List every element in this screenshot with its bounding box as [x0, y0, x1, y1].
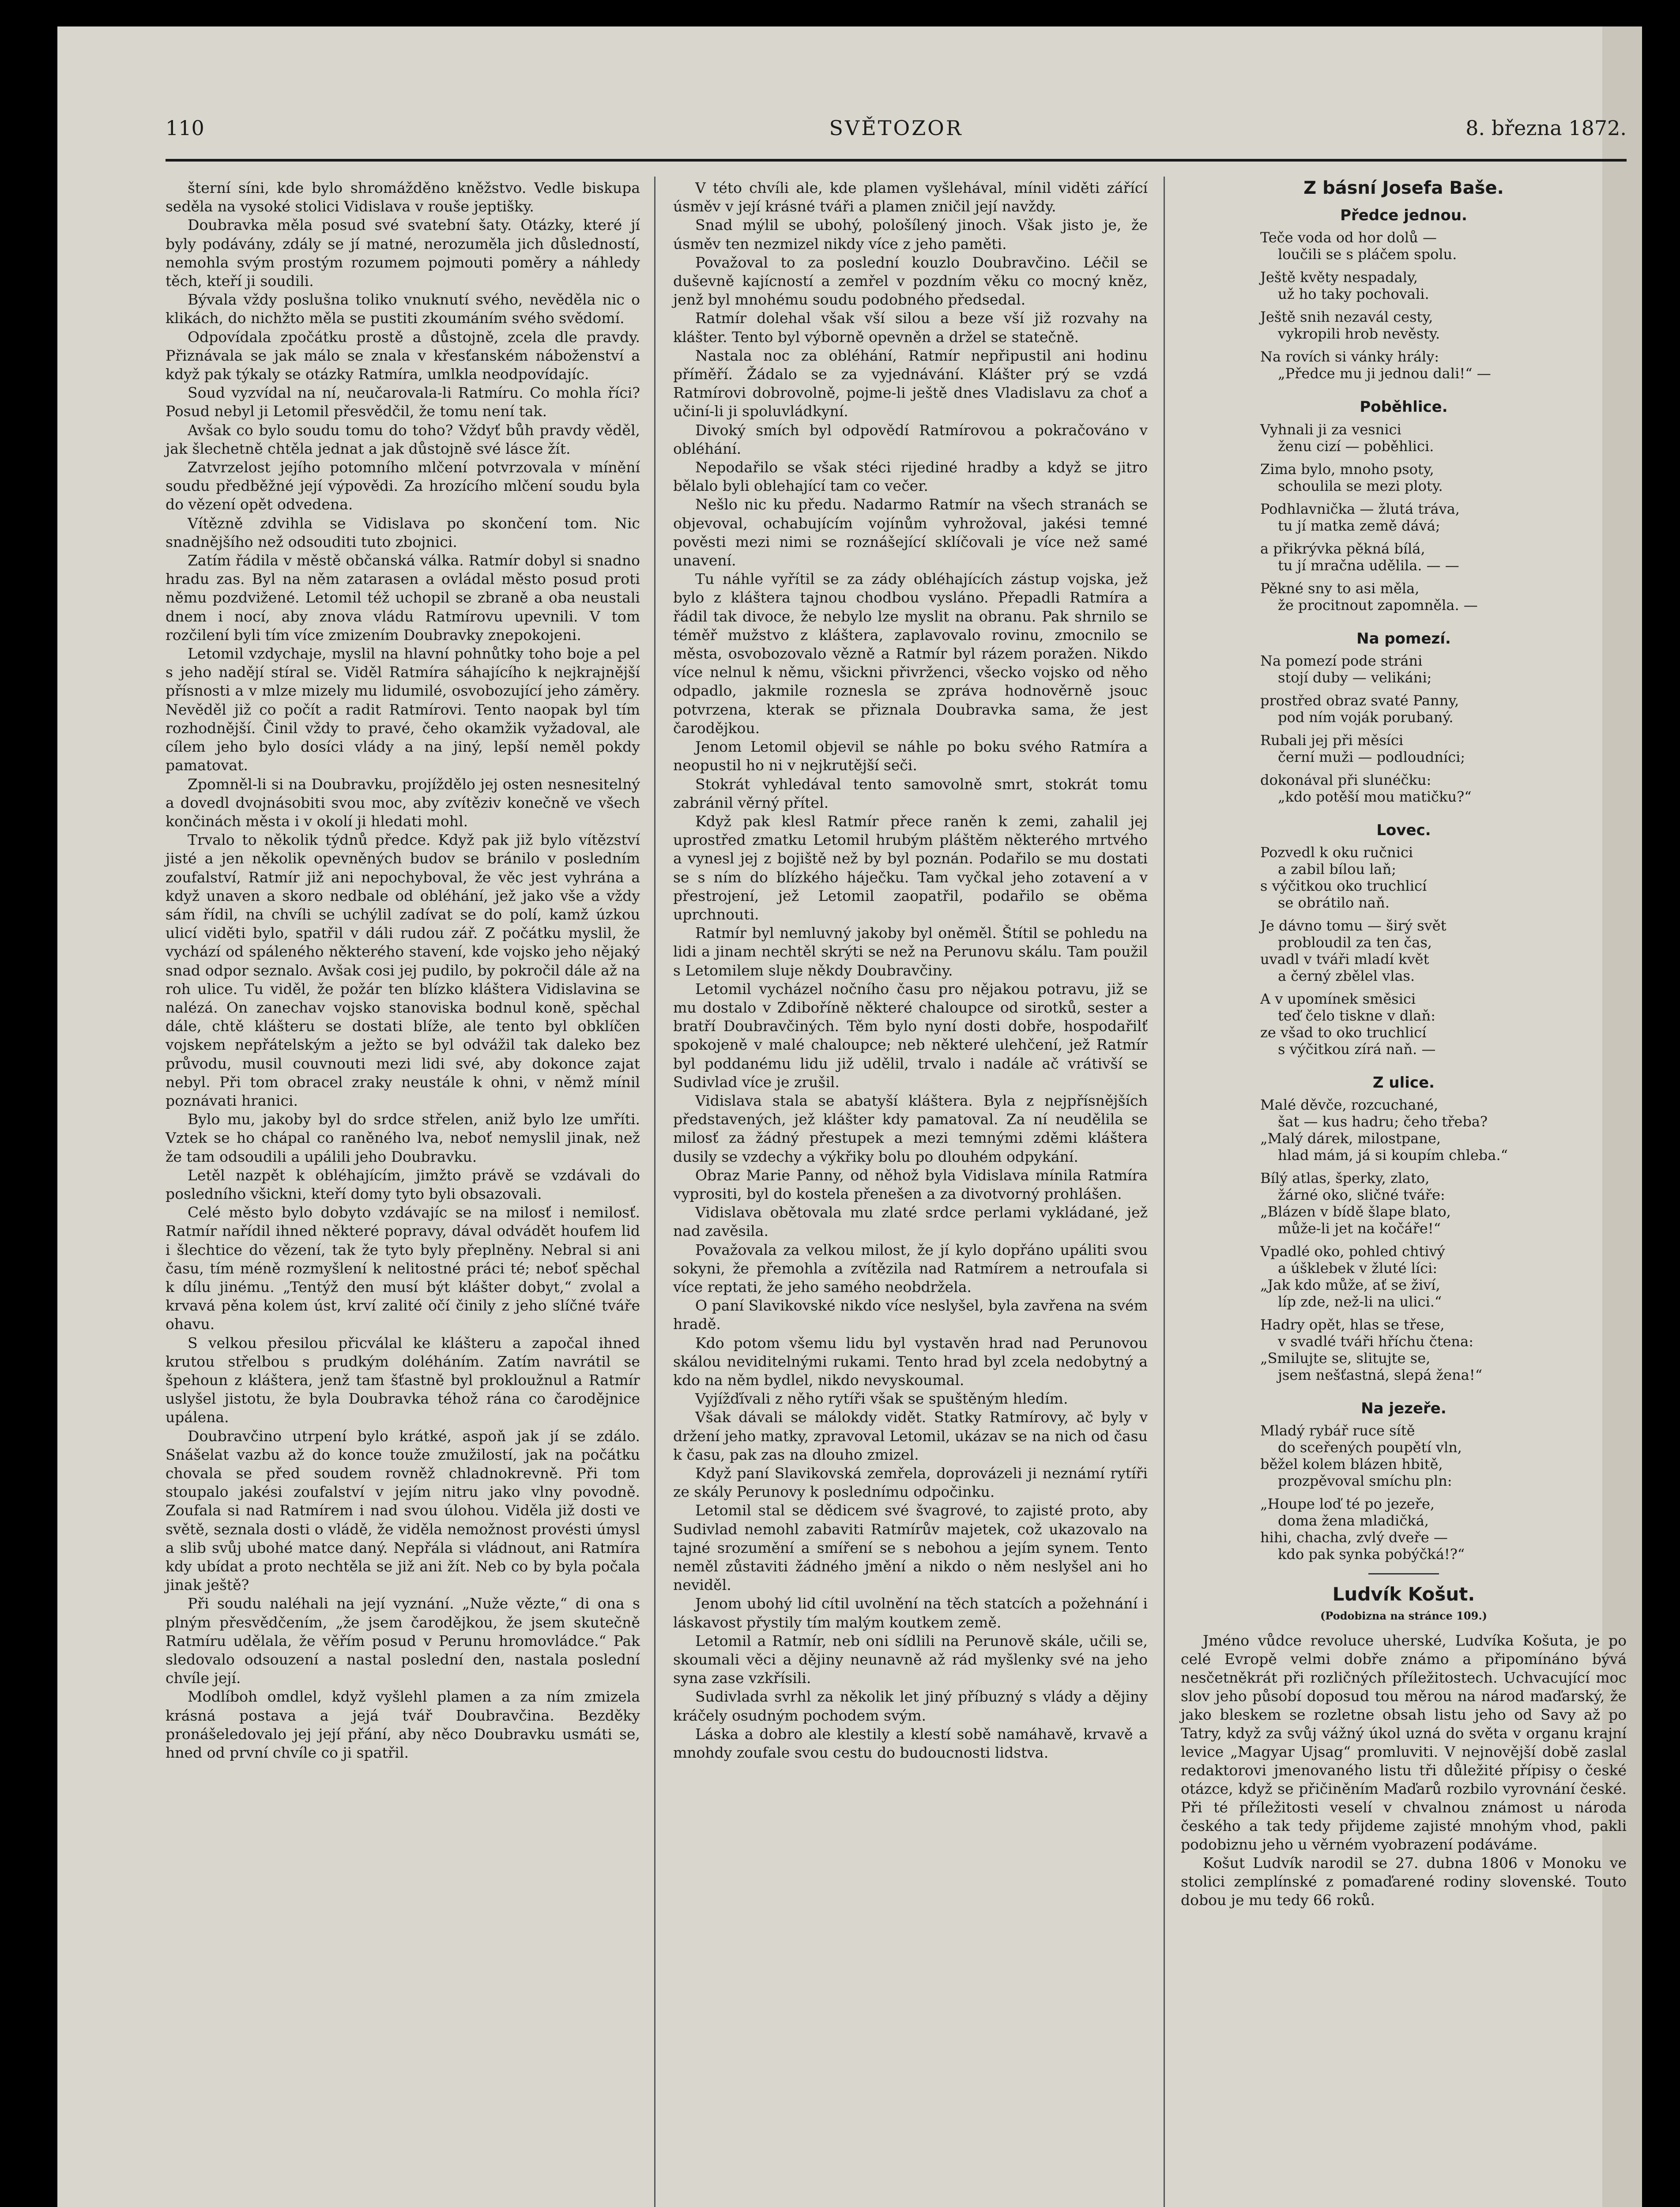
- paragraph: Doubravčino utrpení bylo krátké, aspoň jak jí se zdálo. Snášelat vazbu až do konce touže zmužilostí, jak na počátku chovala se před soudem rovněž chladnokrevně. Při tom stoupalo jakési zoufalství v jejím nitru jako vlny povodně. Zoufala si nad Ratmírem i nad svou úlohou. Viděla již dosti ve světě, seznala dosti o vládě, že viděla nemožnost provésti úmysl a slib svůj ubohé matce daný. Nepřála si vládnout, ani Ratmíra kdy ubídat a proto nechtěla se již ani žít. Neb co by byla počala jinak ještě?: [166, 1427, 640, 1594]
- poem-line: v svadlé tváři hříchu čtena:: [1278, 1333, 1474, 1350]
- paragraph: Trvalo to několik týdnů předce. Když pak již bylo vítězství jisté a jen několik opevněných budov se bránilo v posledním zoufalství, Ratmír již ani nepochyboval, že věc jest vyhrána a když unaven a skoro nedbale od obléhání, jež jako vše a vždy sám řídil, na chvíli se uchýlil zadívat se do polí, kamž úzkou ulicí viděti bylo, spatřil v dáli rudou zář. Z počátku myslil, že vychází od spáleného některého stavení, kde vojsko jeho nějaký snad odpor seznalo. Avšak cosi jej pudilo, by pokročil dále až na roh ulice. Tu viděl, že požár ten blízko kláštera Vidislavina se nalézá. On zanechav vojsko stanoviska bodnul koně, spěchal dále, chtě klášteru se dostati blíže, ale tento byl obklíčen vojskem nepřátelským a ježto se byl odvážil tak daleko bez průvodu, musil couvnouti mezi lidi své, aby dokonce zajat nebyl. Při tom obracel zraky neustále k ohni, v němž mínil poznávati hranici.: [166, 831, 640, 1109]
- poem-line: „kdo potěší mou matičku?“: [1278, 788, 1472, 805]
- poem-line: Je dávno tomu — širý svět: [1260, 917, 1446, 934]
- paragraph: Zatvrzelost jejího potomního mlčení potvrzovala v mínění soudu předběžné její výpovědi. Za hrozícího mlčení soudu byla do vězení opět odvedena.: [166, 459, 640, 513]
- poem-title: Na jezeře.: [1361, 1400, 1446, 1418]
- poem-line: a úšklebek v žluté líci:: [1278, 1260, 1438, 1277]
- poem-stanza: [1181, 269, 1627, 302]
- paragraph: Bylo mu, jakoby byl do srdce střelen, aniž bylo lze umříti. Vztek se ho chápal co raněného lva, neboť nemyslil jinak, než že tam odsoudili a upálili jeho Doubravku.: [166, 1111, 640, 1165]
- poem-line: a zabil bílou laň;: [1278, 861, 1397, 878]
- paragraph: Divoký smích byl odpovědí Ratmírovou a pokračováno v obléhání.: [673, 421, 1148, 457]
- column-separator: [1164, 177, 1165, 2207]
- poem-line: teď čelo tiskne v dlaň:: [1278, 1007, 1436, 1024]
- poem-line: že procitnout zapomněla. —: [1278, 596, 1478, 614]
- poem-stanza: [1181, 540, 1627, 574]
- text-column-left: [166, 179, 640, 1762]
- poem-line: vykropili hrob nevěsty.: [1278, 325, 1440, 343]
- paragraph: Bývala vždy poslušna toliko vnuknutí svého, nevěděla nic o klikách, do nichžto měla se pustiti zkoumáním svého svědomí.: [166, 291, 640, 327]
- paragraph: Vidislava stala se abatyší kláštera. Byla z nejpřísnějších představených, jež klášter kdy pamatoval. Za ní neudělila se milosť za žádný přestupek a mezi temnými zděmi kláštera dusily se vzdechy a výkřiky bolu po dlouhém odpykání.: [673, 1092, 1148, 1165]
- poem-line: dokonával při slunéčku:: [1260, 771, 1431, 788]
- poem-line: „Houpe loď té po jezeře,: [1260, 1495, 1435, 1513]
- page-number: 110: [166, 116, 204, 140]
- poem-line: Hadry opět, hlas se třese,: [1260, 1316, 1445, 1333]
- poem-line: Ještě snih nezavál cesty,: [1260, 309, 1433, 326]
- page-header: [166, 108, 1627, 148]
- paragraph: Při soudu naléhali na její vyznání. „Nuže vězte,“ di ona s plným přesvědčením, „že jsem čarodějkou, že jsem skutečně Ratmíru udělala, že věřím posud v Perunu hromovládce.“ Pak sledovalo odsouzení a nastal poslední den, nastala poslední chvíle její.: [166, 1595, 640, 1687]
- poem-line: žárné oko, sličné tváře:: [1278, 1186, 1445, 1204]
- poem-line: a černý zbělel vlas.: [1278, 968, 1415, 985]
- poem-line: Vyhnali ji za vesnici: [1260, 421, 1401, 438]
- paragraph: Kdo potom všemu lidu byl vystavěn hrad nad Perunovou skálou neviditelnými rukami. Tento hrad byl zcela nedobytný a kdo na něm bydlel, nikdo nevyskoumal.: [673, 1334, 1148, 1389]
- text-column-middle: [673, 179, 1148, 1762]
- paragraph: Letomil stal se dědicem své švagrové, to zajisté proto, aby Sudivlad nemohl zabaviti Ratmírův majetek, což ukazovalo na tajné srozumění a smíření se s nebohou a jejím synem. Tento neměl zůstaviti žádného jmění a nikdo o něm neslyšel ani ho neviděl.: [673, 1502, 1148, 1594]
- poem-line: „Smilujte se, slitujte se,: [1260, 1350, 1431, 1367]
- poem-stanza: [1181, 692, 1627, 726]
- poem-line: uvadl v tváři mladí květ: [1260, 951, 1429, 968]
- poem-line: „Předce mu ji jednou dali!“ —: [1278, 365, 1491, 382]
- poem-stanza: [1181, 461, 1627, 494]
- paragraph: Zpomněl-li si na Doubravku, projíždělo jej osten nesnesitelný a dovedl dvojnásobiti svou moc, aby zvítěziv konečně ve všech končinách města i v okolí ji hledati mohl.: [166, 775, 640, 830]
- paragraph: Vidislava obětovala mu zlaté srdce perlami vykládané, jež nad zavěsila.: [673, 1204, 1148, 1240]
- poem-line: Zima bylo, mnoho psoty,: [1260, 460, 1434, 478]
- paragraph: Snad mýlil se ubohý, pološílený jinoch. Však jisto je, že úsměv ten nezmizel nikdy více z jeho paměti.: [673, 216, 1148, 252]
- poem-line: Vpadlé oko, pohled chtivý: [1260, 1243, 1445, 1260]
- poem-line: ze všad to oko truchlicí: [1260, 1024, 1427, 1041]
- poem-line: jsem nešťastná, slepá žena!“: [1278, 1367, 1483, 1384]
- poem-line: prozpěvoval smíchu pln:: [1278, 1473, 1452, 1490]
- paragraph: Však dávali se málokdy vidět. Statky Ratmírovy, ač byly v držení jeho matky, zpravoval Letomil, ukázav se na nich od času k času, pak zas na dlouho zmizel.: [673, 1409, 1148, 1463]
- paragraph: Považovala za velkou milost, že jí kylo dopřáno upáliti svou sokyni, že přemohla a zvítězila nad Ratmírem a netroufala si více reptati, že jeho samého neobdržela.: [673, 1241, 1148, 1296]
- poem-line: hlad mám, já si koupím chleba.“: [1278, 1147, 1508, 1164]
- masthead: SVĚTOZOR: [829, 116, 963, 140]
- poem-stanza: [1181, 309, 1627, 342]
- paragraph: Ratmír dolehal však vší silou a beze vší již rozvahy na klášter. Tento byl výborně opevněn a držel se statečně.: [673, 309, 1148, 346]
- poem-line: probloudil za ten čas,: [1278, 934, 1432, 951]
- poem-line: Bílý atlas, šperky, zlato,: [1260, 1170, 1430, 1187]
- poem-line: prostřed obraz svaté Panny,: [1260, 692, 1459, 709]
- poem-line: ženu cizí — poběhlici.: [1278, 437, 1434, 455]
- poem-stanza: [1181, 580, 1627, 614]
- paragraph: Soud vyzvídal na ní, neučarovala-li Ratmíru. Co mohla říci? Posud nebyl ji Letomil přesvědčil, že tomu není tak.: [166, 384, 640, 420]
- paragraph: Letomil vycházel nočního času pro nějakou potravu, již se mu dostalo v Zdiboříně některé chaloupce od sirotků, sester a bratří Doubravčiných. Těm bylo nyní dosti dobře, hospodařilť spokojeně v malé chaloupce; neb některé ulehčení, jež Ratmír byl poddanému lidu již udělil, trvalo i nadále ač vrátivší se Sudivlad více je zrušil.: [673, 980, 1148, 1091]
- paragraph: Nastala noc za obléhání, Ratmír nepřipustil ani hodinu příměří. Žádalo se za vyjednávání. Klášter prý se vzdá Ratmírovi dobrovolně, pojme-li ještě dnes Vladislavu za choť a učiní-li ji spoluvládkyní.: [673, 346, 1148, 420]
- poem-stanza: [1181, 917, 1627, 984]
- poem-stanza: [1181, 1170, 1627, 1237]
- paragraph: Doubravka měla posud své svatební šaty. Otázky, které jí byly podávány, zdály se jí matné, nerozuměla jich důsledností, nemohla svým prostým rozumem pojmouti poměry a náhledy těch, kteří ji soudili.: [166, 216, 640, 290]
- paragraph: Jméno vůdce revoluce uherské, Ludvíka Košuta, je po celé Evropě velmi dobře známo a připomínáno bývá nesčetněkrát při rozličných příležitostech. Uchvacující moc slov jeho působí doposud tou měrou na národ maďarský, že jako bleskem se rozletne obsah listu jeho od Savy až po Tatry, když za svůj vážný úkol uzná do světa v organu krajní levice „Magyar Ujsag“ promluviti. V nejnovější době zaslal redaktorovi jmenovaného listu tři důležité přípisy o české otázce, když se přičiněním Maďarů rozbilo vyrovnání české. Při té příležitosti veselí v chvalnou známost u národa českého a tak tedy přijdeme zajisté mnohým vhod, pakli podobiznu jeho u věrném vyobrazení podáváme.: [1181, 1631, 1627, 1853]
- poem-stanza: [1181, 348, 1627, 382]
- paragraph: Obraz Marie Panny, od něhož byla Vidislava mínila Ratmíra vyprositi, byl do kostela přenešen a za divotvorný prohlášen.: [673, 1166, 1148, 1202]
- paragraph: Letomil a Ratmír, neb oni sídlili na Perunově skále, učili se, skoumali věci a dějiny neunavně až rád myšlenky své na jeho syna zase vzkřísili.: [673, 1632, 1148, 1687]
- paragraph: Modlíboh omdlel, když vyšlehl plamen a za ním zmizela krásná postava a jejá tvář Doubravčina. Bezděky pronášeledovalo jej její přání, aby něco Doubravku usmáti se, hned od první chvíle co ji spatřil.: [166, 1688, 640, 1762]
- bio-text: [1181, 1631, 1627, 1909]
- paragraph: Avšak co bylo soudu tomu do toho? Vždyť bůh pravdy věděl, jak šlechetně chtěla jednat a jak důstojně své lásce žít.: [166, 421, 640, 457]
- poem-stanza: [1181, 1243, 1627, 1310]
- poem-line: černí muži — podloudníci;: [1278, 748, 1465, 765]
- poem-line: běžel kolem blázen hbitě,: [1260, 1456, 1443, 1473]
- poem-line: „Jak kdo může, ať se živí,: [1260, 1277, 1440, 1294]
- poems-headline: Z básní Josefa Baše.: [1303, 178, 1504, 198]
- text-column-right: [1181, 179, 1627, 1909]
- poem-stanza: [1181, 1422, 1627, 1489]
- poem-stanza: [1181, 732, 1627, 765]
- poem-list: [1181, 206, 1627, 1563]
- poem-line: Teče voda od hor dolů —: [1260, 229, 1437, 246]
- poem-line: šat — kus hadru; čeho třeba?: [1278, 1113, 1488, 1130]
- poem-line: loučili se s pláčem spolu.: [1278, 246, 1457, 263]
- poem-line: Na pomezí pode stráni: [1260, 652, 1423, 669]
- newspaper-page: [57, 26, 1642, 2207]
- poem-line: „Blázen v bídě šlape blato,: [1260, 1203, 1451, 1220]
- paragraph: Zatím řádila v městě občanská válka. Ratmír dobyl si snadno hradu zas. Byl na něm zatarasen a ovládal město posud proti němu pozdvižené. Letomil též uchopil se zbraně a oba neustali dnem i nocí, aby znova vládu Ratmírovu upevnili. V tom rozčilení byli tím více zmizením Doubravky znepokojeni.: [166, 552, 640, 644]
- paragraph: S velkou přesilou přicválal ke klášteru a započal ihned krutou střelbou s prudkým doléháním. Zatím navrátil se špehoun z kláštera, jenž tam šťastně byl prokloužnul a Ratmír uslyšel jistotu, že byla Doubravka téhož rána co čarodějnice upálena.: [166, 1334, 640, 1426]
- section-divider: [1368, 1573, 1439, 1574]
- header-rule: [166, 159, 1627, 162]
- poem-stanza: [1181, 229, 1627, 263]
- paragraph: Když paní Slavikovská zemřela, doprovázeli ji neznámí rytíři ze skály Perunovy k poslednímu odpočinku.: [673, 1465, 1148, 1501]
- poem-title: Lovec.: [1376, 821, 1431, 839]
- poem-line: stojí duby — velikáni;: [1278, 669, 1432, 686]
- poem-line: pod ním voják porubaný.: [1278, 708, 1454, 726]
- paragraph: Vítězně zdvihla se Vidislava po skončení tom. Nic snadnějšího než odsouditi tuto zbojnici.: [166, 514, 640, 550]
- poem-title: Z ulice.: [1372, 1074, 1435, 1092]
- poem-line: líp zde, než-li na ulici.“: [1278, 1293, 1442, 1311]
- poem-line: Podhlavnička — žlutá tráva,: [1260, 500, 1460, 517]
- poem-line: schoulila se mezi ploty.: [1278, 477, 1443, 494]
- poem-line: Na rovích si vánky hrály:: [1260, 348, 1439, 365]
- poem-line: do sceřených poupětí vln,: [1278, 1439, 1462, 1456]
- poem-title: Předce jednou.: [1340, 207, 1467, 225]
- bio-subtitle: (Podobizna na stránce 109.): [1320, 1609, 1488, 1622]
- paragraph: Ratmír byl nemluvný jakoby byl oněměl. Štítil se pohledu na lidi a jinam nechtěl skrýti se než na Perunovu skálu. Tam použil s Letomilem sluje někdy Doubravčiny.: [673, 924, 1148, 979]
- paragraph: Celé město bylo dobyto vzdávajíc se na milosť i nemilosť. Ratmír nařídil ihned některé popravy, dával odvádět houfem lid i šlechtice do vězení, tak že tyto byly přeplněny. Nebral si ani času, tím méně rozmyšlení k nelitostné práci té; neboť spěchal k dílu jinému. „Tentýž den musí být klášter dobyt,“ zvolal a krvavá pěna kolem úst, krví zalité očí činily z jeho slíčné tváře ohavu.: [166, 1204, 640, 1333]
- paragraph: O paní Slavikovské nikdo více neslyšel, byla zavřena na svém hradě.: [673, 1297, 1148, 1333]
- poem-line: A v upomínek směsici: [1260, 991, 1416, 1008]
- column-separator: [654, 177, 655, 2207]
- poem-line: Pozvedl k oku ručnici: [1260, 844, 1413, 861]
- poem-line: už ho taky pochovali.: [1278, 286, 1429, 303]
- poem-stanza: [1181, 772, 1627, 805]
- poem-line: tu jí mračna udělila. — —: [1278, 557, 1459, 574]
- poem-line: Rubali jej při měsíci: [1260, 731, 1404, 749]
- paragraph: Letěl nazpět k obléhajícím, jimžto právě se vzdávali do posledního všickni, kteří domy tyto byli obsazovali.: [166, 1166, 640, 1202]
- paragraph: Jenom ubohý lid cítil uvolnění na těch statcích a požehnání i láskavost přystily tím malým koutkem země.: [673, 1595, 1148, 1631]
- poem-line: s výčitkou oko truchlicí: [1260, 878, 1427, 895]
- paragraph: Považoval to za poslední kouzlo Doubravčino. Léčil se duševně kajícností a zemřel v pozdním věku co mocný kněz, jenž byl mnohému soudu podobného předsedal.: [673, 253, 1148, 309]
- poem-line: „Malý dárek, milostpane,: [1260, 1130, 1441, 1147]
- paragraph: Sudivlada svrhl za několik let jiný příbuzný s vlády a dějiny kráčely osudným pochodem svým.: [673, 1688, 1148, 1724]
- poem-stanza: [1181, 652, 1627, 686]
- issue-date: 8. března 1872.: [1465, 116, 1627, 140]
- poem-title: Poběhlice.: [1360, 398, 1448, 416]
- poem-line: Pěkné sny to asi měla,: [1260, 580, 1420, 597]
- poem-stanza: [1181, 421, 1627, 455]
- poem-line: a přikrývka pěkná bílá,: [1260, 540, 1425, 557]
- paragraph: Košut Ludvík narodil se 27. dubna 1806 v Monoku ve stolici zemplínské z pomaďarené rodiny slovenské. Touto dobou je mu tedy 66 roků.: [1181, 1854, 1627, 1909]
- poem-line: doma žena mladičká,: [1278, 1512, 1429, 1529]
- paragraph: Nešlo nic ku předu. Nadarmo Ratmír na všech stranách se objevoval, ochabujícím vojínům vyhrožoval, jakési temné pověsti mezi nimi se roznášející sklíčovali je více než samé unavení.: [673, 496, 1148, 569]
- paragraph: Letomil vzdychaje, myslil na hlavní pohnůtky toho boje a pel s jeho nadějí stíral se. Viděl Ratmíra sáhajícího k nejkrajnější přísnosti a v mlze mizely mu lidumilé, osvobozující jeho záměry. Nevěděl již co počít a radit Ratmírovi. Tento naopak byl tím rozhodnější. Činil vždy to pravé, čeho okamžik vyžadoval, ale cílem jeho bylo dosíci vlády a na jiný, lepší neměl pokdy pamatovat.: [166, 645, 640, 774]
- paragraph: Tu náhle vyřítil se za zády obléhajících zástup vojska, jež bylo z kláštera tajnou chodbou vysláno. Přepadli Ratmíra a řádil tak divoce, že nebylo lze myslit na obranu. Pak shrnilo se téměř mužstvo z kláštera, zaplavovalo rovinu, zmocnilo se města, osvobozovalo vězně a Ratmír byl rázem poražen. Nikdo více nelnul k němu, všickni přivrženci, všecko vojsko od něho odpadlo, jakmile roznesla se zpráva hodnověrně jsouc potvrzena, kterak se přiznala Doubravka sama, že jest čarodějkou.: [673, 570, 1148, 737]
- paragraph: Jenom Letomil objevil se náhle po boku svého Ratmíra a neopustil ho ni v nejkrutější seči.: [673, 738, 1148, 774]
- poem-line: se obrátilo naň.: [1278, 894, 1390, 911]
- poem-stanza: [1181, 1495, 1627, 1563]
- paragraph: Odpovídala zpočátku prostě a důstojně, zcela dle pravdy. Přiznávala se jak málo se znala v křesťanském náboženství a když pak týkaly se otázky Ratmíra, umlkla neodpovídajíc.: [166, 328, 640, 383]
- paragraph: V této chvíli ale, kde plamen vyšlehával, mínil viděti zářící úsměv v její krásné tváři a plamen zničil její navždy.: [673, 179, 1148, 215]
- poem-stanza: [1181, 991, 1627, 1058]
- paragraph: Stokrát vyhledával tento samovolně smrt, stokrát tomu zabránil věrný přítel.: [673, 775, 1148, 811]
- poem-stanza: [1181, 501, 1627, 534]
- bio-title: Ludvík Košut.: [1332, 1583, 1475, 1605]
- poem-line: s výčitkou zírá naň. —: [1278, 1041, 1436, 1058]
- paragraph: Když pak klesl Ratmír přece raněn k zemi, zahalil jej uprostřed zmatku Letomil hrubým pláštěm některého mrtvého a vynesl jej z bojiště než by byl poznán. Podařilo se mu dostati se s ním do blízkého háječku. Tam vyčkal jeho zotavení a v přestrojení, jež Letomil zaopatřil, podařilo se oběma uprchnouti.: [673, 812, 1148, 923]
- poem-line: může-li jet na kočáře!“: [1278, 1220, 1441, 1237]
- poem-stanza: [1181, 844, 1627, 911]
- poem-line: tu jí matka země dává;: [1278, 517, 1440, 534]
- poem-title: Na pomezí.: [1356, 629, 1451, 648]
- poem-line: Mladý rybář ruce sítě: [1260, 1422, 1415, 1439]
- paragraph: Láska a dobro ale klestily a klestí sobě namáhavě, krvavě a mnohdy zoufale svou cestu do budoucnosti lidstva.: [673, 1725, 1148, 1762]
- poem-line: Malé děvče, rozcuchané,: [1260, 1096, 1439, 1114]
- paragraph: Vyjížďívali z něho rytíři však se spuštěným hledím.: [695, 1390, 1068, 1408]
- poem-line: kdo pak synka pobýčká!?“: [1278, 1546, 1465, 1563]
- poem-stanza: [1181, 1096, 1627, 1164]
- poem-line: hihi, chacha, zvlý dveře —: [1260, 1529, 1448, 1546]
- paragraph: Nepodařilo se však stéci rijediné hradby a když se jitro bělalo byli oblehající tam co večer.: [673, 459, 1148, 495]
- poem-line: Ještě květy nespadaly,: [1260, 269, 1418, 286]
- paragraph: šterní síni, kde bylo shromážděno kněžstvo. Vedle biskupa seděla na vysoké stolici Vidislava v rouše jeptišky.: [166, 179, 640, 215]
- poem-stanza: [1181, 1316, 1627, 1383]
